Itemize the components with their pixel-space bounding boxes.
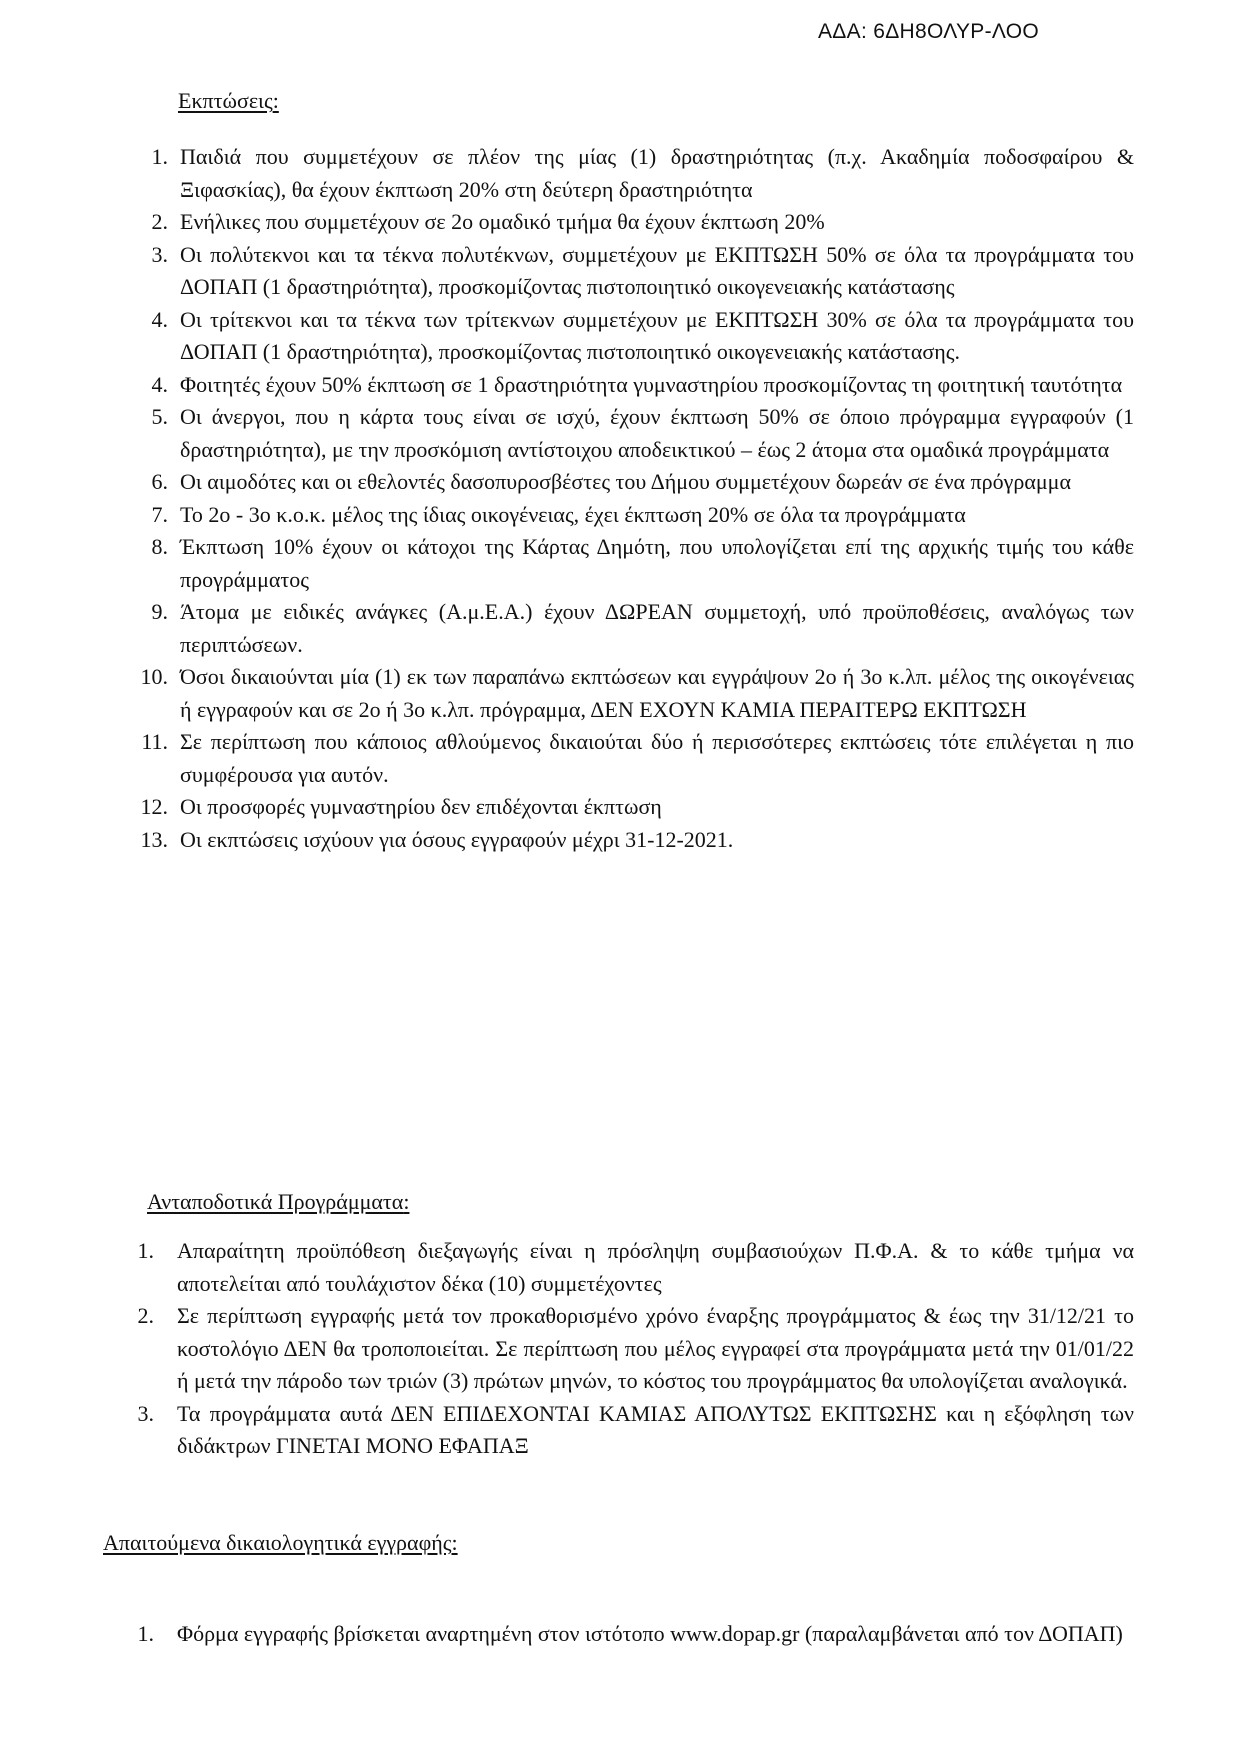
- list-item-number: 9.: [151, 599, 168, 624]
- list-item-number: 7.: [151, 501, 168, 527]
- programs-list: [130, 1235, 1134, 1463]
- section-title-programs: [147, 1189, 409, 1215]
- list-item-number: 3.: [137, 1400, 154, 1426]
- list-item-text: Σε περίπτωση εγγραφής μετά τον προκαθορισμένο χρόνο έναρξης προγράμματος & έως την 31/12/21 το κοστολόγιο ΔΕΝ θα τροποποιείται. Σε περίπτωση που μέλος εγγραφεί στα προγράμματα μετά την 01/01/22 ή μετά την πάροδο των τριών (3) πρώτων μηνών, το κόστος του προγράμματος θα υπολογίζεται αναλογικά.: [177, 1303, 1134, 1393]
- list-item: [138, 824, 1134, 857]
- ada-code: ΑΔΑ: 6ΔΗ8ΟΛΥΡ-ΛΟΟ: [818, 20, 1040, 43]
- list-item-number: 4.: [151, 306, 168, 332]
- list-item: [138, 791, 1134, 824]
- section-title-colon: :: [403, 1189, 410, 1214]
- section-title-colon: :: [451, 1530, 458, 1555]
- list-item-number: 11.: [141, 729, 168, 754]
- section-title-documents: [103, 1530, 458, 1556]
- list-item-number: 5.: [151, 404, 168, 429]
- list-item: [138, 661, 1134, 726]
- list-item-number: 2.: [151, 209, 168, 234]
- list-item-number: 10.: [140, 664, 168, 689]
- list-item-number: 2.: [137, 1303, 154, 1328]
- list-item-number: 1.: [137, 1238, 154, 1263]
- list-item: [138, 466, 1134, 499]
- list-item: [138, 401, 1134, 466]
- list-item-text: Παιδιά που συμμετέχουν σε πλέον της μίας (1) δραστηριότητας (π.χ. Ακαδημία ποδοσφαίρου & Ξιφασκίας), θα έχουν έκπτωση 20% στη δεύτερη δραστηριότητα: [180, 144, 1134, 202]
- list-item-text: Έκπτωση 10% έχουν οι κάτοχοι της Κάρτας Δημότη, που υπολογίζεται επί της αρχικής τιμής του κάθε προγράμματος: [180, 534, 1134, 592]
- list-item-number: 3.: [151, 241, 168, 267]
- list-item-text: Φόρμα εγγραφής βρίσκεται αναρτημένη στον ιστότοπο www.dopap.gr (παραλαμβάνεται από τον ΔΟΠΑΠ): [177, 1621, 1123, 1646]
- list-item-text: Οι αιμοδότες και οι εθελοντές δασοπυροσβέστες του Δήμου συμμετέχουν δωρεάν σε ένα πρόγραμμα: [180, 469, 1071, 494]
- section-title-text: Απαιτούμενα δικαιολογητικά εγγραφής: [103, 1530, 452, 1555]
- list-item-number: 8.: [151, 534, 168, 559]
- list-item-number: 1.: [151, 144, 168, 169]
- list-item: [138, 304, 1134, 369]
- list-item-text: Ενήλικες που συμμετέχουν σε 2ο ομαδικό τμήμα θα έχουν έκπτωση 20%: [180, 209, 825, 234]
- list-item-text: Οι τρίτεκνοι και τα τέκνα των τρίτεκνων συμμετέχουν με ΕΚΠΤΩΣΗ 30% σε όλα τα προγράμματα του ΔΟΠΑΠ (1 δραστηριότητα), προσκομίζοντας πιστοποιητικό οικογενειακής κατάστασης.: [180, 306, 1134, 364]
- section-title-discounts: [178, 88, 279, 114]
- list-item-text: Όσοι δικαιούνται μία (1) εκ των παραπάνω εκπτώσεων και εγγράψουν 2ο ή 3ο κ.λπ. μέλος της οικογένειας ή εγγραφούν και σε 2ο ή 3ο κ.λπ. πρόγραμμα, ΔΕΝ ΕΧΟΥΝ ΚΑΜΙΑ ΠΕΡΑΙΤΕΡΩ ΕΚΠΤΩΣΗ: [180, 664, 1134, 722]
- list-item: [138, 531, 1134, 596]
- list-item-text: Οι προσφορές γυμναστηρίου δεν επιδέχονται έκπτωση: [180, 794, 662, 819]
- list-item: [138, 239, 1134, 304]
- section-title-colon: :: [272, 88, 279, 113]
- list-item-text: Άτομα με ειδικές ανάγκες (Α.μ.Ε.Α.) έχουν ΔΩΡΕΑΝ συμμετοχή, υπό προϋποθέσεις, αναλόγως των περιπτώσεων.: [180, 599, 1134, 657]
- list-item-text: Φοιτητές έχουν 50% έκπτωση σε 1 δραστηριότητα γυμναστηρίου προσκομίζοντας τη φοιτητική ταυτότητα: [180, 371, 1123, 397]
- list-item-text: Το 2ο - 3ο κ.ο.κ. μέλος της ίδιας οικογένειας, έχει έκπτωση 20% σε όλα τα προγράμματα: [180, 501, 966, 527]
- list-item-number: 6.: [151, 469, 168, 494]
- documents-list: [130, 1618, 1134, 1651]
- list-item-text: Οι πολύτεκνοι και τα τέκνα πολυτέκνων, συμμετέχουν με ΕΚΠΤΩΣΗ 50% σε όλα τα προγράμματα του ΔΟΠΑΠ (1 δραστηριότητα), προσκομίζοντας πιστοποιητικό οικογενειακής κατάστασης: [180, 241, 1134, 299]
- list-item-text: Τα προγράμματα αυτά ΔΕΝ ΕΠΙΔΕΧΟΝΤΑΙ ΚΑΜΙΑΣ ΑΠΟΛΥΤΩΣ ΕΚΠΤΩΣΗΣ και η εξόφληση των διδάκτρων ΓΙΝΕΤΑΙ ΜΟΝΟ ΕΦΑΠΑΞ: [177, 1400, 1134, 1458]
- list-item: [130, 1300, 1134, 1398]
- list-item: [138, 596, 1134, 661]
- list-item-number: 12.: [140, 794, 168, 819]
- list-item: [138, 206, 1134, 239]
- list-item: [130, 1398, 1134, 1463]
- discounts-list: [138, 141, 1134, 856]
- list-item-text: Οι άνεργοι, που η κάρτα τους είναι σε ισχύ, έχουν έκπτωση 50% σε όποιο πρόγραμμα εγγραφούν (1 δραστηριότητα), με την προσκόμιση αντίστοιχου αποδεικτικού – έως 2 άτομα στα ομαδικά προγράμματα: [180, 404, 1134, 462]
- list-item: [138, 499, 1134, 532]
- list-item: [138, 141, 1134, 206]
- list-item: [138, 369, 1134, 402]
- section-title-text: Εκπτώσεις: [178, 88, 273, 113]
- list-item-text: Σε περίπτωση που κάποιος αθλούμενος δικαιούται δύο ή περισσότερες εκπτώσεις τότε επιλέγεται η πιο συμφέρουσα για αυτόν.: [180, 729, 1134, 787]
- list-item-number: 13.: [140, 826, 168, 852]
- list-item-number: 1.: [137, 1621, 154, 1646]
- list-item-text: Απαραίτητη προϋπόθεση διεξαγωγής είναι η πρόσληψη συμβασιούχων Π.Φ.Α. & το κάθε τμήμα να αποτελείται από τουλάχιστον δέκα (10) συμμετέχοντες: [177, 1238, 1134, 1296]
- list-item: [130, 1618, 1134, 1651]
- list-item-number: 4.: [151, 371, 168, 397]
- section-title-text: Ανταποδοτικά Προγράμματα: [147, 1189, 404, 1214]
- list-item: [130, 1235, 1134, 1300]
- list-item: [138, 726, 1134, 791]
- list-item-text: Οι εκπτώσεις ισχύουν για όσους εγγραφούν μέχρι 31-12-2021.: [180, 826, 734, 852]
